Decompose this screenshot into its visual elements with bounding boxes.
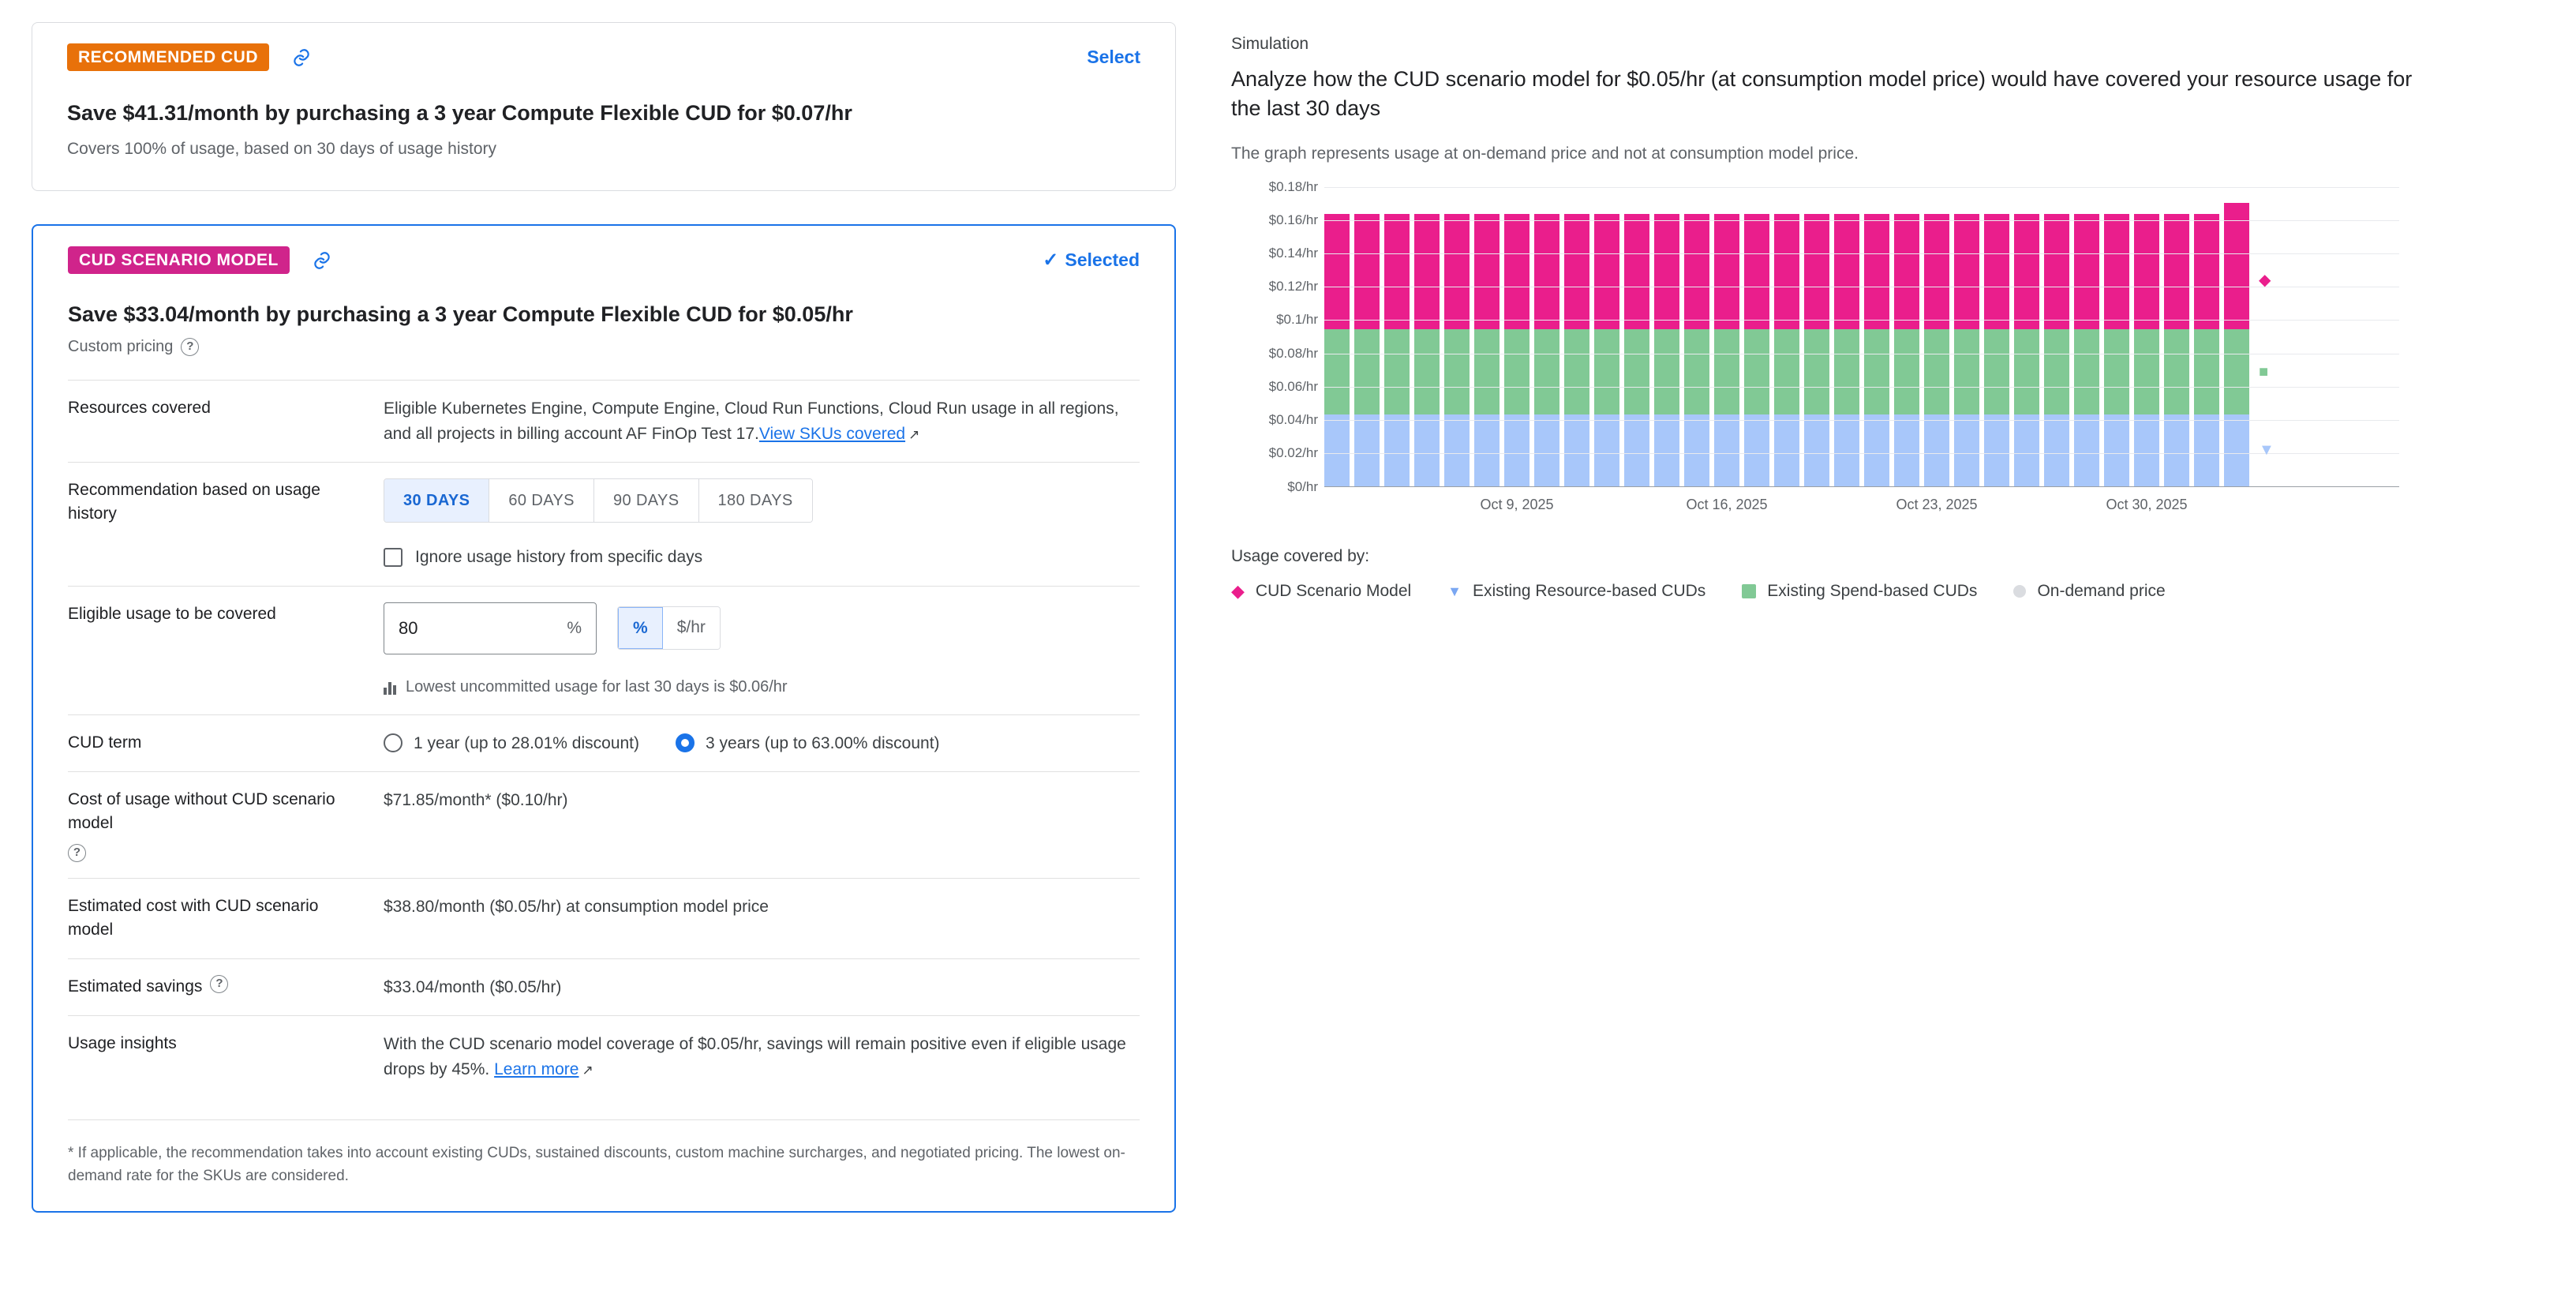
chart-bar-segment <box>1834 329 1859 414</box>
chart-bar[interactable] <box>2044 214 2069 486</box>
row-value: $71.85/month* ($0.10/hr) <box>384 791 568 809</box>
gridline <box>1324 253 2399 254</box>
y-tick-label: $0.02/hr <box>1268 445 1318 461</box>
y-tick-label: $0/hr <box>1287 478 1318 494</box>
chart-bar-segment <box>1324 329 1350 414</box>
y-tick-label: $0.12/hr <box>1268 279 1318 294</box>
status-badge: RECOMMENDED CUD <box>67 43 269 71</box>
footnote: * If applicable, the recommendation takes into account existing CUDs, sustained discounts, custom machine surcharges, and negotiated pricing. The lowest on-demand rate for the SKUs are considered. <box>68 1119 1140 1187</box>
row-value <box>384 731 1140 756</box>
legend-item-on-demand-price[interactable] <box>2013 582 2165 601</box>
chart-bar-segment <box>2194 214 2219 329</box>
legend-label: Existing Resource-based CUDs <box>1473 581 1706 600</box>
chart-bar-segment <box>2194 414 2219 486</box>
help-icon[interactable]: ? <box>210 975 228 993</box>
y-tick-label: $0.16/hr <box>1268 212 1318 227</box>
learn-more-link[interactable]: Learn more <box>494 1059 579 1078</box>
chart-bar-segment <box>1924 414 1949 486</box>
chart-bar-segment <box>2134 329 2159 414</box>
usage-simulation-chart <box>1231 178 2431 519</box>
chart-bar-segment <box>1954 214 1979 329</box>
chart-bar-segment <box>1804 329 1829 414</box>
chart-bar-segment <box>1714 414 1739 486</box>
ignore-usage-history-label: Ignore usage history from specific days <box>415 548 703 566</box>
recommended-badge-row <box>67 43 312 71</box>
recommended-headline: Save $41.31/month by purchasing a 3 year Compute Flexible CUD for $0.07/hr <box>67 101 852 125</box>
chart-bar-segment <box>1474 414 1500 486</box>
chart-plot-area <box>1324 187 2399 487</box>
chart-bar-segment <box>1324 214 1350 329</box>
chart-bar[interactable] <box>1594 214 1619 486</box>
chart-bar-segment <box>2104 329 2129 414</box>
chart-bar-segment <box>1684 329 1709 414</box>
chart-bar-segment <box>1384 414 1410 486</box>
chart-bar-segment <box>1594 329 1619 414</box>
chart-bar-segment <box>1774 329 1799 414</box>
legend-label: On-demand price <box>2037 581 2166 600</box>
cud-term-radio-group[interactable] <box>384 731 1140 756</box>
row-label: Estimated cost with CUD scenario model <box>68 896 319 939</box>
chart-bar-segment <box>1534 214 1559 329</box>
bar-chart-icon <box>384 679 396 695</box>
help-icon[interactable]: ? <box>181 338 199 356</box>
chart-bar-segment <box>1624 329 1649 414</box>
chart-bar-segment <box>1894 214 1919 329</box>
chart-bar-segment <box>1864 414 1889 486</box>
chart-bar[interactable] <box>2164 214 2189 486</box>
chart-bar-segment <box>1924 329 1949 414</box>
chart-bar-segment <box>1474 329 1500 414</box>
chart-bar-segment <box>1804 214 1829 329</box>
chart-bar-segment <box>1534 329 1559 414</box>
chart-bar-segment <box>1324 414 1350 486</box>
ignore-usage-history-row[interactable] <box>384 545 1140 570</box>
chart-bar-segment <box>2194 329 2219 414</box>
chart-bar-segment <box>1414 414 1440 486</box>
cud-term-option-label: 1 year (up to 28.01% discount) <box>414 733 640 752</box>
simulation-title: Analyze how the CUD scenario model for $0.05/hr (at consumption model price) would have covered your resource usage for the last 30 days <box>1231 67 2413 121</box>
chart-bar-segment <box>1804 414 1829 486</box>
legend-item-existing-spend-cuds[interactable] <box>1742 582 1977 601</box>
chart-bar[interactable] <box>1504 214 1530 486</box>
legend-item-cud-scenario-model[interactable] <box>1231 582 1411 601</box>
scenario-detail-rows <box>68 380 1140 1097</box>
chart-bar[interactable] <box>1684 214 1709 486</box>
chart-bar-segment <box>1864 214 1889 329</box>
chart-bar-segment <box>1924 214 1949 329</box>
chart-bar-segment <box>2044 329 2069 414</box>
chart-bar-segment <box>1504 214 1530 329</box>
chart-bar-segment <box>2224 414 2249 486</box>
usage-history-option-60[interactable]: 60 DAYS <box>489 479 594 522</box>
row-label: Usage insights <box>68 1034 177 1053</box>
scenario-badge-row <box>68 246 332 274</box>
cud-term-option-3-years[interactable] <box>676 731 940 756</box>
row-label <box>68 788 384 862</box>
chart-bar-segment <box>1774 214 1799 329</box>
chart-bar-segment <box>1354 414 1380 486</box>
chart-bar[interactable] <box>1864 214 1889 486</box>
chart-bar-segment <box>1984 329 2009 414</box>
resources-covered-text: Eligible Kubernetes Engine, Compute Engine, Cloud Run Functions, Cloud Run usage in all regions, and all projects in billing account AF FinOp Test 17. <box>384 399 1119 443</box>
chart-bar[interactable] <box>1774 214 1799 486</box>
chart-bar-segment <box>2224 203 2249 329</box>
external-link-icon: ↗ <box>908 426 920 442</box>
chart-bar[interactable] <box>1984 214 2009 486</box>
check-icon: ✓ <box>1043 249 1059 271</box>
chart-reference-marker: ◆ <box>2259 271 2271 289</box>
chart-bar-segment <box>1564 329 1589 414</box>
chart-bar-segment <box>1624 214 1649 329</box>
chart-bar-segment <box>1774 414 1799 486</box>
chart-reference-marker: ■ <box>2259 362 2269 381</box>
chart-bar-segment <box>1894 414 1919 486</box>
legend-label: Existing Spend-based CUDs <box>1767 581 1978 600</box>
chart-bar-segment <box>1984 414 2009 486</box>
chart-bar[interactable] <box>1564 214 1589 486</box>
chart-bar[interactable] <box>1834 214 1859 486</box>
chart-bar-segment <box>2014 329 2039 414</box>
chart-bar-segment <box>1504 414 1530 486</box>
chart-bar-segment <box>1984 214 2009 329</box>
chart-bar[interactable] <box>2074 214 2099 486</box>
chart-bar-segment <box>2224 329 2249 414</box>
row-label <box>68 975 384 999</box>
recommendations-column <box>0 0 1208 1290</box>
chart-bar-segment <box>1504 329 1530 414</box>
row-label-text: Cost of usage without CUD scenario model <box>68 790 335 833</box>
row-value <box>384 1032 1140 1082</box>
gridline <box>1324 320 2399 321</box>
chart-bar[interactable] <box>1924 214 1949 486</box>
chart-bar[interactable] <box>1384 214 1410 486</box>
chart-bar[interactable] <box>1954 214 1979 486</box>
row-cost-without-cud <box>68 771 1140 878</box>
row-usage-insights <box>68 1015 1140 1097</box>
x-tick-label: Oct 9, 2025 <box>1480 496 1554 512</box>
chart-bar-segment <box>1834 414 1859 486</box>
row-resources-covered <box>68 380 1140 462</box>
cud-term-option-1-year[interactable] <box>384 731 639 756</box>
y-tick-label: $0.06/hr <box>1268 378 1318 394</box>
chart-bar-segment <box>1594 414 1619 486</box>
chart-bar-segment <box>1714 329 1739 414</box>
help-icon[interactable]: ? <box>68 844 86 862</box>
chart-bar-segment <box>2164 329 2189 414</box>
chart-bar-segment <box>2014 214 2039 329</box>
chart-bar-segment <box>1834 214 1859 329</box>
chart-bar-segment <box>2134 414 2159 486</box>
chart-legend <box>1231 582 2544 601</box>
chart-bar[interactable] <box>1534 214 1559 486</box>
dot-marker-icon <box>2013 585 2026 598</box>
custom-pricing-label: Custom pricing <box>68 338 174 355</box>
usage-history-option-30[interactable]: 30 DAYS <box>384 479 489 522</box>
row-value <box>384 396 1140 446</box>
selected-indicator[interactable] <box>1043 249 1140 271</box>
row-eligible-usage <box>68 586 1140 714</box>
gridline <box>1324 387 2399 388</box>
chart-bar[interactable] <box>1324 214 1350 486</box>
chart-bar-segment <box>2074 414 2099 486</box>
y-tick-label: $0.1/hr <box>1276 312 1318 328</box>
chart-bar-segment <box>1384 329 1410 414</box>
cud-scenario-model-card[interactable] <box>32 224 1176 1213</box>
chart-bar[interactable] <box>1804 214 1829 486</box>
chart-bar[interactable] <box>2224 203 2249 486</box>
chart-x-axis <box>1324 497 2399 520</box>
row-estimated-savings <box>68 958 1140 1016</box>
eligible-usage-input[interactable] <box>384 602 597 654</box>
eligible-usage-input-line <box>384 602 1140 654</box>
gridline <box>1324 187 2399 188</box>
simulation-label: Simulation <box>1231 35 1309 53</box>
chart-bar[interactable] <box>1894 214 1919 486</box>
chart-bar-segment <box>1744 329 1769 414</box>
y-tick-label: $0.14/hr <box>1268 245 1318 261</box>
select-button[interactable]: Select <box>1087 47 1140 67</box>
chart-bar-segment <box>2164 414 2189 486</box>
x-tick-label: Oct 16, 2025 <box>1686 496 1768 512</box>
cud-term-option-label: 3 years (up to 63.00% discount) <box>706 733 940 752</box>
chart-bar[interactable] <box>2014 214 2039 486</box>
usage-insights-text: With the CUD scenario model coverage of $0.05/hr, savings will remain positive even if eligible usage drops by 45%. <box>384 1035 1126 1078</box>
eligible-usage-unit-suffix: % <box>567 618 582 637</box>
recommended-cud-card[interactable] <box>32 22 1176 191</box>
chart-bar-segment <box>1894 329 1919 414</box>
chart-bar-segment <box>2134 214 2159 329</box>
status-badge: CUD SCENARIO MODEL <box>68 246 290 274</box>
row-label: Eligible usage to be covered <box>68 604 276 623</box>
view-skus-covered-link[interactable]: View SKUs covered <box>758 424 906 443</box>
chart-bar-segment <box>1714 214 1739 329</box>
chart-bar-segment <box>1654 214 1679 329</box>
chart-baseline <box>1324 486 2399 487</box>
chart-bar-segment <box>2044 414 2069 486</box>
usage-history-option-90[interactable]: 90 DAYS <box>594 479 699 522</box>
eligible-usage-hint <box>384 675 1140 699</box>
chart-bar[interactable] <box>1744 214 1769 486</box>
row-label: Resources covered <box>68 399 211 417</box>
chart-bar[interactable] <box>1654 214 1679 486</box>
chart-bar-segment <box>1744 414 1769 486</box>
chart-bar-segment <box>2074 329 2099 414</box>
chart-bar-segment <box>1954 329 1979 414</box>
chart-bar-segment <box>1354 214 1380 329</box>
row-cost-with-cud <box>68 878 1140 958</box>
eligible-usage-hint-text: Lowest uncommitted usage for last 30 days is $0.06/hr <box>406 677 788 696</box>
chart-reference-marker: ▼ <box>2259 441 2275 459</box>
chart-bar-segment <box>1654 414 1679 486</box>
chart-bar-segment <box>1684 214 1709 329</box>
chart-bar[interactable] <box>1354 214 1380 486</box>
triangle-down-marker-icon: ▼ <box>1447 583 1462 599</box>
radio-icon[interactable] <box>384 733 402 752</box>
scenario-headline: Save $33.04/month by purchasing a 3 year Compute Flexible CUD for $0.05/hr <box>68 302 853 326</box>
chart-bar-segment <box>1414 329 1440 414</box>
chart-bar[interactable] <box>1474 214 1500 486</box>
y-tick-label: $0.08/hr <box>1268 345 1318 361</box>
row-value: $38.80/month ($0.05/hr) at consumption model price <box>384 897 769 916</box>
chart-bar-segment <box>1534 414 1559 486</box>
chart-bar-segment <box>1474 214 1500 329</box>
chart-bar-segment <box>1624 414 1649 486</box>
y-tick-label: $0.04/hr <box>1268 412 1318 428</box>
eligible-usage-value[interactable]: 80 <box>399 618 418 638</box>
row-value <box>384 602 1140 699</box>
legend-label: CUD Scenario Model <box>1255 581 1412 600</box>
row-cud-term <box>68 714 1140 772</box>
legend-title: Usage covered by: <box>1231 546 1370 565</box>
chart-bar[interactable] <box>1414 214 1440 486</box>
usage-history-option-180[interactable]: 180 DAYS <box>699 479 812 522</box>
x-tick-label: Oct 23, 2025 <box>1896 496 1978 512</box>
simulation-column <box>1208 0 2576 1290</box>
chart-bar-segment <box>1564 414 1589 486</box>
chart-bar-segment <box>2104 414 2129 486</box>
row-value: $33.04/month ($0.05/hr) <box>384 977 562 996</box>
square-marker-icon <box>1742 584 1756 598</box>
chart-bar[interactable] <box>2134 214 2159 486</box>
chart-bar-segment <box>2014 414 2039 486</box>
usage-history-toggle-group[interactable] <box>384 478 813 523</box>
row-value <box>384 478 1140 570</box>
chart-bar-segment <box>1864 329 1889 414</box>
chart-bar-segment <box>2044 214 2069 329</box>
legend-item-existing-resource-cuds[interactable] <box>1447 582 1705 601</box>
chart-bar-segment <box>1564 214 1589 329</box>
gridline <box>1324 220 2399 221</box>
ignore-usage-history-checkbox[interactable] <box>384 548 402 567</box>
custom-pricing-row <box>68 338 1140 356</box>
row-label-text: Estimated savings <box>68 977 203 996</box>
chart-bar[interactable] <box>1444 214 1470 486</box>
chart-bar[interactable] <box>1624 214 1649 486</box>
chart-bar-segment <box>1444 329 1470 414</box>
chart-bars <box>1324 187 2249 486</box>
recommended-card-header <box>67 43 1140 71</box>
chart-bar-segment <box>2074 214 2099 329</box>
row-label: CUD term <box>68 733 142 752</box>
chart-bar-segment <box>1444 214 1470 329</box>
link-icon[interactable] <box>291 47 312 68</box>
gridline <box>1324 420 2399 421</box>
unit-option-dollar-hr[interactable]: $/hr <box>663 607 720 650</box>
chart-bar-segment <box>1414 214 1440 329</box>
x-tick-label: Oct 30, 2025 <box>2106 496 2188 512</box>
chart-bar[interactable] <box>1714 214 1739 486</box>
selected-label: Selected <box>1065 249 1140 270</box>
link-icon[interactable] <box>312 250 332 271</box>
radio-icon-selected[interactable] <box>676 733 695 752</box>
chart-bar-segment <box>1654 329 1679 414</box>
row-label: Recommendation based on usage history <box>68 481 320 523</box>
chart-bar-segment <box>1444 414 1470 486</box>
chart-bar-segment <box>2104 214 2129 329</box>
chart-bar-segment <box>1684 414 1709 486</box>
chart-bar[interactable] <box>2194 214 2219 486</box>
chart-bar-segment <box>1384 214 1410 329</box>
y-tick-label: $0.18/hr <box>1268 178 1318 194</box>
unit-toggle-group[interactable] <box>617 606 721 651</box>
simulation-note: The graph represents usage at on-demand price and not at consumption model price. <box>1231 144 1859 163</box>
chart-bar-segment <box>1594 214 1619 329</box>
diamond-marker-icon: ◆ <box>1231 580 1245 601</box>
chart-bar-segment <box>1954 414 1979 486</box>
row-usage-history <box>68 462 1140 586</box>
unit-option-percent[interactable]: % <box>618 607 663 650</box>
chart-bar-segment <box>2164 214 2189 329</box>
scenario-card-header <box>68 246 1140 274</box>
external-link-icon: ↗ <box>582 1062 593 1078</box>
chart-bar[interactable] <box>2104 214 2129 486</box>
chart-bar-segment <box>1744 214 1769 329</box>
chart-y-axis <box>1231 178 1318 494</box>
chart-bar-segment <box>1354 329 1380 414</box>
gridline <box>1324 453 2399 454</box>
recommended-subline: Covers 100% of usage, based on 30 days of usage history <box>67 140 497 158</box>
